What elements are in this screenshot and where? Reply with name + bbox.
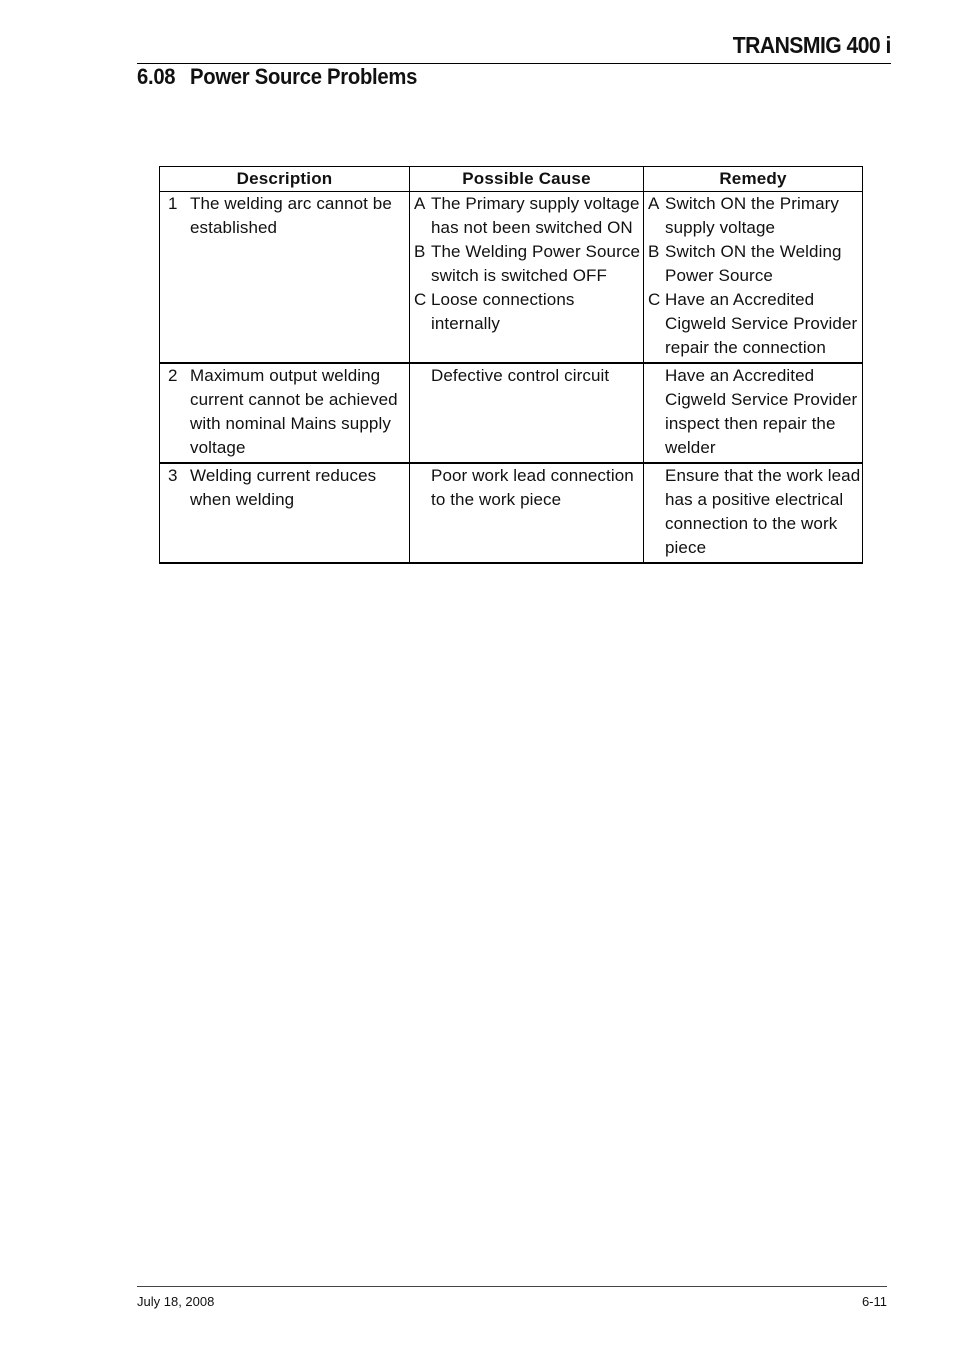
remedy-label: B	[648, 242, 660, 261]
possible-cause-cell	[410, 463, 644, 563]
remedy-label: A	[648, 194, 660, 213]
remedy-text: Have an Accredited Cigweld Service Provider inspect then repair the welder	[665, 366, 858, 457]
cause-text: Loose connections internally	[431, 290, 575, 333]
row-number: 3	[168, 466, 178, 485]
cause-text: The Welding Power Source switch is switched OFF	[431, 242, 641, 285]
cause-label: A	[414, 194, 426, 213]
remedy-text: Switch ON the Welding Power Source	[665, 242, 842, 285]
description-text: Maximum output welding current cannot be achieved with nominal Mains supply voltage	[190, 366, 398, 457]
section-heading	[137, 64, 417, 90]
description-cell	[160, 363, 410, 463]
description-cell	[160, 463, 410, 563]
cause-label	[410, 364, 431, 388]
column-header-description: Description	[160, 167, 410, 192]
section-title: Power Source Problems	[190, 64, 418, 89]
row-number: 2	[168, 366, 178, 385]
remedy-label	[644, 464, 665, 560]
cause-text: Poor work lead connection to the work piece	[431, 466, 634, 509]
remedy-text: Ensure that the work lead has a positive electrical connection to the work piece	[665, 466, 861, 557]
footer-date: July 18, 2008	[137, 1294, 215, 1309]
table-row	[160, 363, 863, 463]
row-number: 1	[168, 194, 178, 213]
remedy-label	[644, 364, 665, 460]
remedy-cell	[644, 192, 863, 364]
possible-cause-cell	[410, 363, 644, 463]
table-row	[160, 192, 863, 364]
page-number: 6-11	[861, 1294, 887, 1309]
remedy-label: C	[648, 290, 661, 309]
cause-label: C	[414, 290, 427, 309]
column-header-possible-cause: Possible Cause	[410, 167, 644, 192]
cause-label	[410, 464, 431, 512]
cause-text: Defective control circuit	[431, 366, 610, 385]
description-text: The welding arc cannot be established	[190, 194, 392, 237]
table-row	[160, 463, 863, 563]
cause-text: The Primary supply voltage has not been switched ON	[431, 194, 640, 237]
product-title: TRANSMIG 400 i	[732, 32, 891, 58]
section-number: 6.08	[137, 64, 176, 89]
remedy-text: Switch ON the Primary supply voltage	[665, 194, 840, 237]
remedy-text: Have an Accredited Cigweld Service Provider repair the connection	[665, 290, 858, 357]
remedy-cell	[644, 363, 863, 463]
description-cell	[160, 192, 410, 364]
column-header-remedy: Remedy	[644, 167, 863, 192]
table-header-row	[160, 167, 863, 192]
possible-cause-cell	[410, 192, 644, 364]
description-text: Welding current reduces when welding	[190, 466, 377, 509]
cause-label: B	[414, 242, 426, 261]
troubleshooting-table	[159, 166, 863, 564]
footer-rule	[137, 1286, 887, 1287]
remedy-cell	[644, 463, 863, 563]
